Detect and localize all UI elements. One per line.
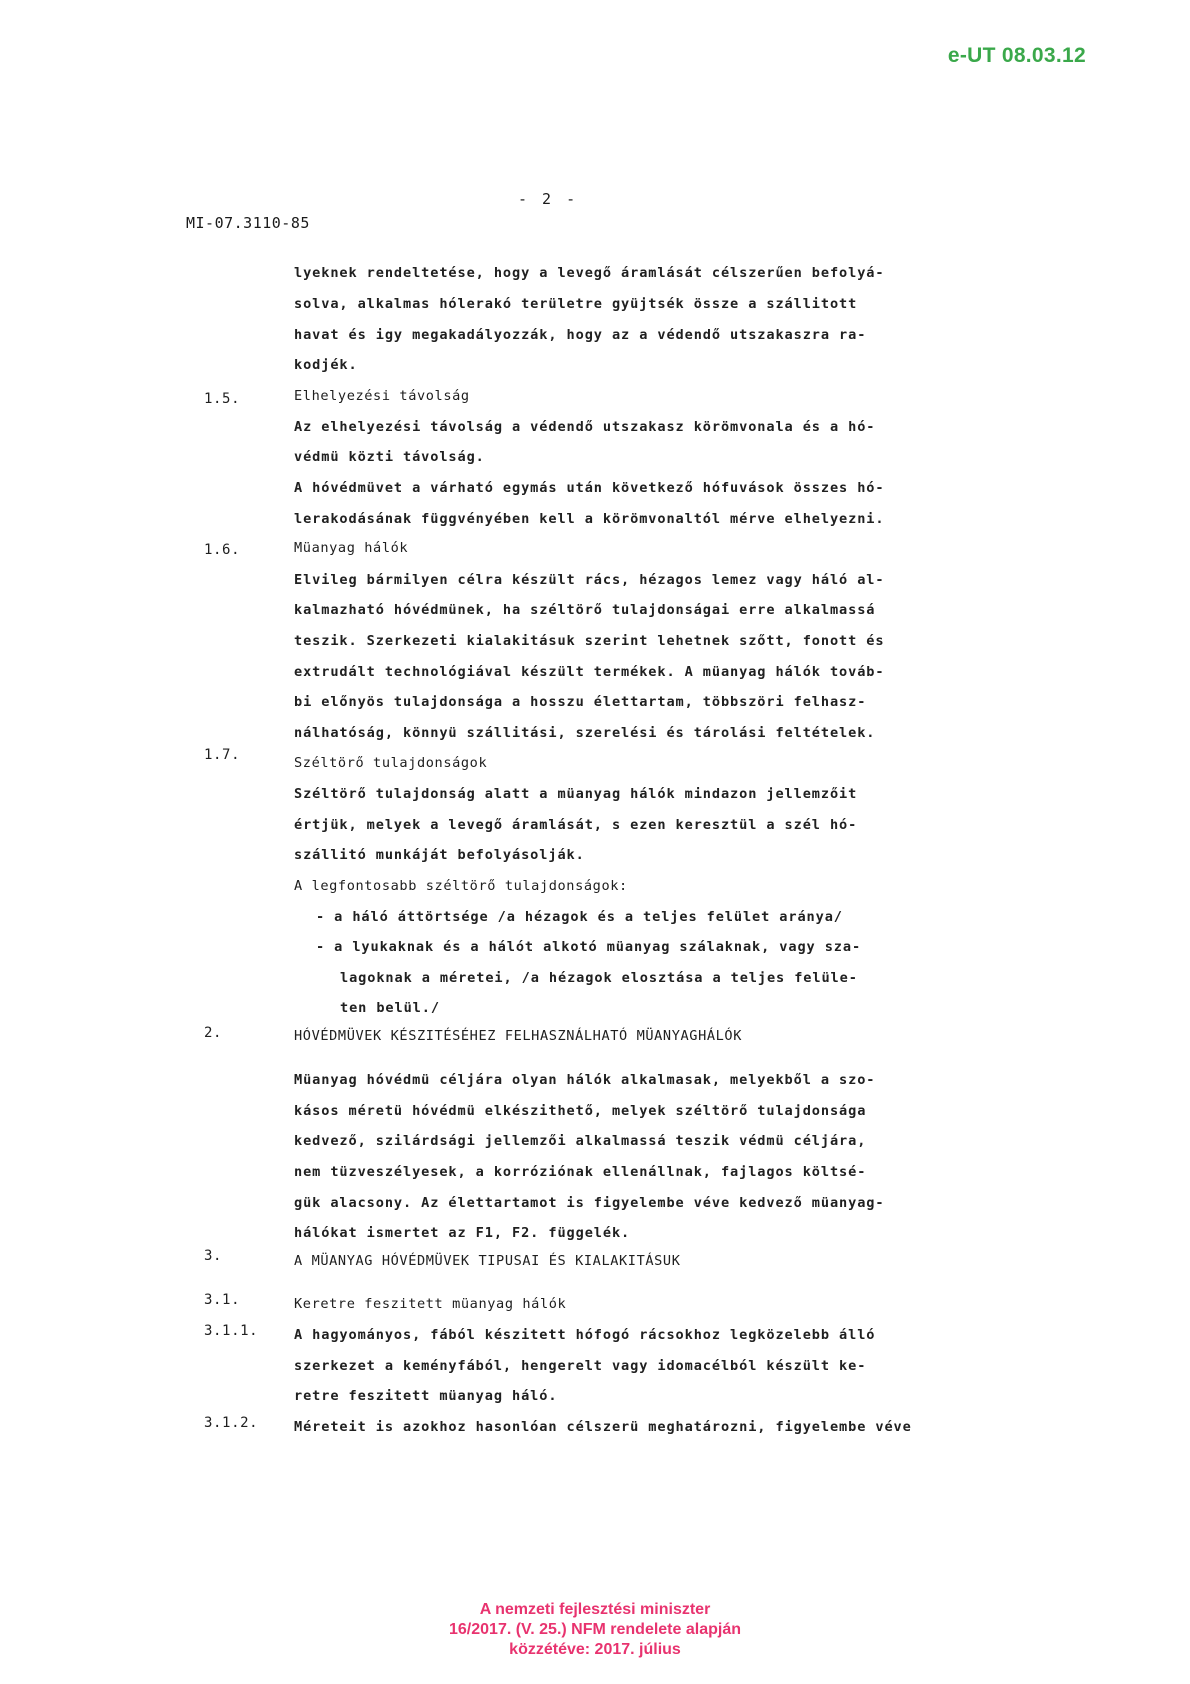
list-item-continued: ten belül./	[340, 1000, 440, 1016]
body-line: Az elhelyezési távolság a védendő utszakasz körömvonala és a hó-	[294, 419, 876, 435]
body-line: védmü közti távolság.	[294, 449, 485, 465]
list-item: - a háló áttörtsége /a hézagok és a teljes felület aránya/	[316, 909, 843, 925]
list-item: - a lyukaknak és a hálót alkotó müanyag szálaknak, vagy sza-	[316, 939, 862, 955]
section-number-3-1: 3.1.	[204, 1292, 241, 1308]
body-line: Széltörő tulajdonság alatt a müanyag hálók mindazon jellemzőit	[294, 786, 858, 802]
section-number-1-6: 1.6.	[204, 542, 241, 558]
body-line: Méreteit is azokhoz hasonlóan célszerü meghatározni, figyelembe véve	[294, 1419, 912, 1435]
list-item-continued: lagoknak a méretei, /a hézagok elosztása a teljes felüle-	[340, 970, 858, 986]
section-heading: Széltörő tulajdonságok	[294, 755, 488, 771]
publication-footer	[0, 1600, 1190, 1660]
chapter-heading: A MÜANYAG HÓVÉDMÜVEK TIPUSAI ÉS KIALAKITÁSUK	[294, 1253, 681, 1269]
body-line: Elvileg bármilyen célra készült rács, hézagos lemez vagy háló al-	[294, 572, 885, 588]
body-line: lerakodásának függvényében kell a körömvonaltól mérve elhelyezni.	[294, 511, 885, 527]
body-line: kalmazható hóvédmünek, ha széltörő tulajdonságai erre alkalmassá	[294, 602, 876, 618]
section-number-3-1-1: 3.1.1.	[204, 1323, 259, 1339]
body-line: lyeknek rendeltetése, hogy a levegő áramlását célszerűen befolyá-	[294, 265, 885, 281]
body-line: retre feszitett müanyag háló.	[294, 1388, 558, 1404]
footer-line: közzétéve: 2017. július	[509, 1641, 681, 1658]
body-line: solva, alkalmas hólerakó területre gyüjtsék össze a szállitott	[294, 296, 858, 312]
body-line: A hagyományos, fából készitett hófogó rácsokhoz legközelebb álló	[294, 1327, 876, 1343]
section-heading: Müanyag hálók	[294, 540, 409, 556]
body-line: szerkezet a keményfából, hengerelt vagy idomacélból készült ke-	[294, 1358, 867, 1374]
body-line: hálókat ismertet az F1, F2. függelék.	[294, 1225, 631, 1241]
body-line: kedvező, szilárdsági jellemzői alkalmassá teszik védmü céljára,	[294, 1133, 867, 1149]
page-number: - 2 -	[518, 190, 579, 208]
body-line: kodjék.	[294, 357, 358, 373]
section-number-3: 3.	[204, 1248, 223, 1264]
section-number-3-1-2: 3.1.2.	[204, 1415, 259, 1431]
footer-line: A nemzeti fejlesztési miniszter	[479, 1601, 711, 1618]
body-line: értjük, melyek a levegő áramlását, s ezen keresztül a szél hó-	[294, 817, 858, 833]
body-line: havat és igy megakadályozzák, hogy az a védendő utszakaszra ra-	[294, 327, 867, 343]
chapter-heading: HÓVÉDMÜVEK KÉSZITÉSÉHEZ FELHASZNÁLHATÓ MÜANYAGHÁLÓK	[294, 1028, 742, 1044]
section-number-1-5: 1.5.	[204, 391, 241, 407]
body-line: kásos méretü hóvédmü elkészithető, melyek széltörő tulajdonsága	[294, 1103, 867, 1119]
body-line: teszik. Szerkezeti kialakitásuk szerint lehetnek szőtt, fonott és	[294, 633, 885, 649]
body-line: A hóvédmüvet a várható egymás után következő hófuvások összes hó-	[294, 480, 885, 496]
body-line: A legfontosabb széltörő tulajdonságok:	[294, 878, 628, 894]
body-line: Müanyag hóvédmü céljára olyan hálók alkalmasak, melyekből a szo-	[294, 1072, 876, 1088]
body-line: bi előnyös tulajdonsága a hosszu élettartam, többszöri felhasz-	[294, 694, 867, 710]
section-heading: Elhelyezési távolság	[294, 388, 470, 404]
document-code: MI-07.3110-85	[186, 214, 310, 232]
section-number-1-7: 1.7.	[204, 747, 241, 763]
body-line: nálhatóság, könnyü szállitási, szerelési és tárolási feltételek.	[294, 725, 876, 741]
body-line: extrudált technológiával készült termékek. A müanyag hálók továb-	[294, 664, 885, 680]
document-id-badge: e-UT 08.03.12	[947, 44, 1086, 67]
section-heading: Keretre feszitett müanyag hálók	[294, 1296, 567, 1312]
section-number-2: 2.	[204, 1025, 223, 1041]
body-line: szállitó munkáját befolyásolják.	[294, 847, 585, 863]
body-line: nem tüzveszélyesek, a korróziónak ellenállnak, fajlagos költsé-	[294, 1164, 867, 1180]
footer-line: 16/2017. (V. 25.) NFM rendelete alapján	[449, 1621, 741, 1638]
body-line: gük alacsony. Az élettartamot is figyelembe véve kedvező müanyag-	[294, 1195, 885, 1211]
